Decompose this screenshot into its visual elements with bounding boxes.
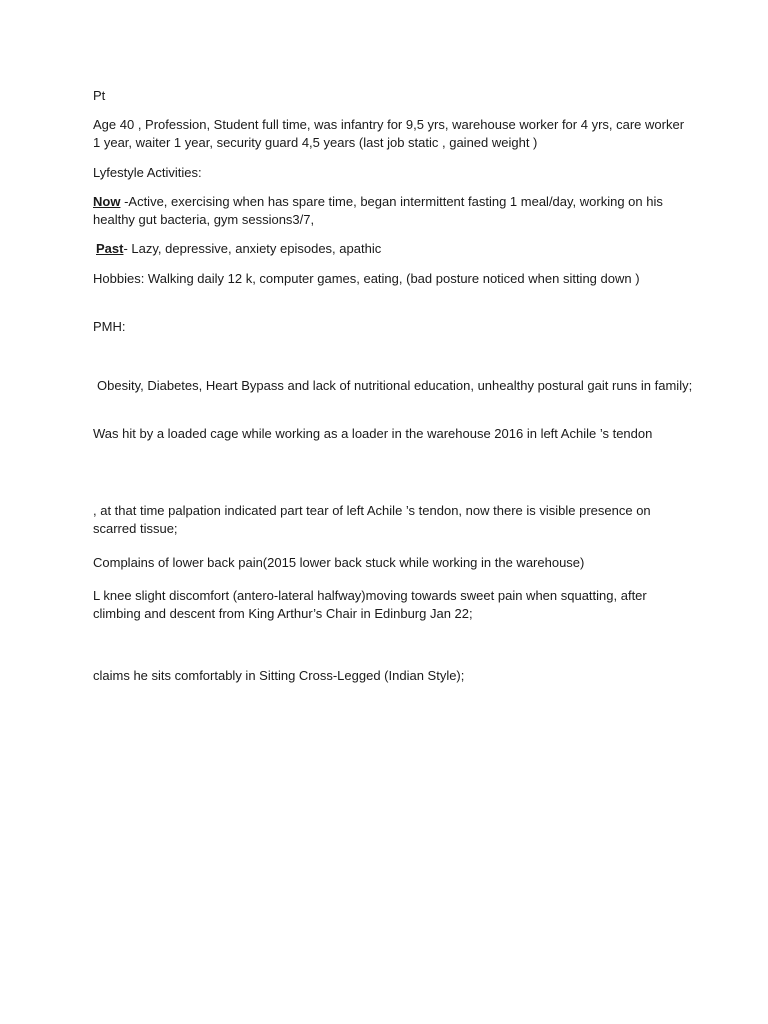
now-label: Now <box>93 194 121 209</box>
age-profession-paragraph: Age 40 , Profession, Student full time, was infantry for 9,5 yrs, warehouse worker for 4 yrs, care worker 1 year, waiter 1 year, security guard 4,5 years (last job static , gained weight ) <box>93 117 685 150</box>
pmh-heading: PMH: <box>93 319 126 334</box>
back-pain-paragraph: Complains of lower back pain(2015 lower back stuck while working in the warehouse) <box>93 555 585 570</box>
knee-paragraph: L knee slight discomfort (antero-lateral halfway)moving towards sweet pain when squatting, after climbing and descent from King Arthur’s Chair in Edinburg Jan 22; <box>93 588 647 621</box>
palpation-paragraph: , at that time palpation indicated part tear of left Achile ’s tendon, now there is visible presence on scarred tissue; <box>93 503 651 536</box>
family-history-paragraph: Obesity, Diabetes, Heart Bypass and lack of nutritional education, unhealthy postural gait runs in family; <box>97 378 693 393</box>
patient-heading: Pt <box>93 88 106 103</box>
lifestyle-heading: Lyfestyle Activities: <box>93 165 202 180</box>
sitting-paragraph: claims he sits comfortably in Sitting Cross-Legged (Indian Style); <box>93 668 465 683</box>
hobbies-paragraph: Hobbies: Walking daily 12 k, computer games, eating, (bad posture noticed when sitting down ) <box>93 271 640 286</box>
now-text: -Active, exercising when has spare time, began intermittent fasting 1 meal/day, working on his healthy gut bacteria, gym sessions3/7, <box>93 194 663 227</box>
past-text: - Lazy, depressive, anxiety episodes, apathic <box>123 241 382 256</box>
now-paragraph <box>93 193 693 228</box>
past-label: Past <box>96 241 124 256</box>
past-paragraph <box>96 240 696 258</box>
injury-paragraph: Was hit by a loaded cage while working as a loader in the warehouse 2016 in left Achile ’s tendon <box>93 426 653 441</box>
